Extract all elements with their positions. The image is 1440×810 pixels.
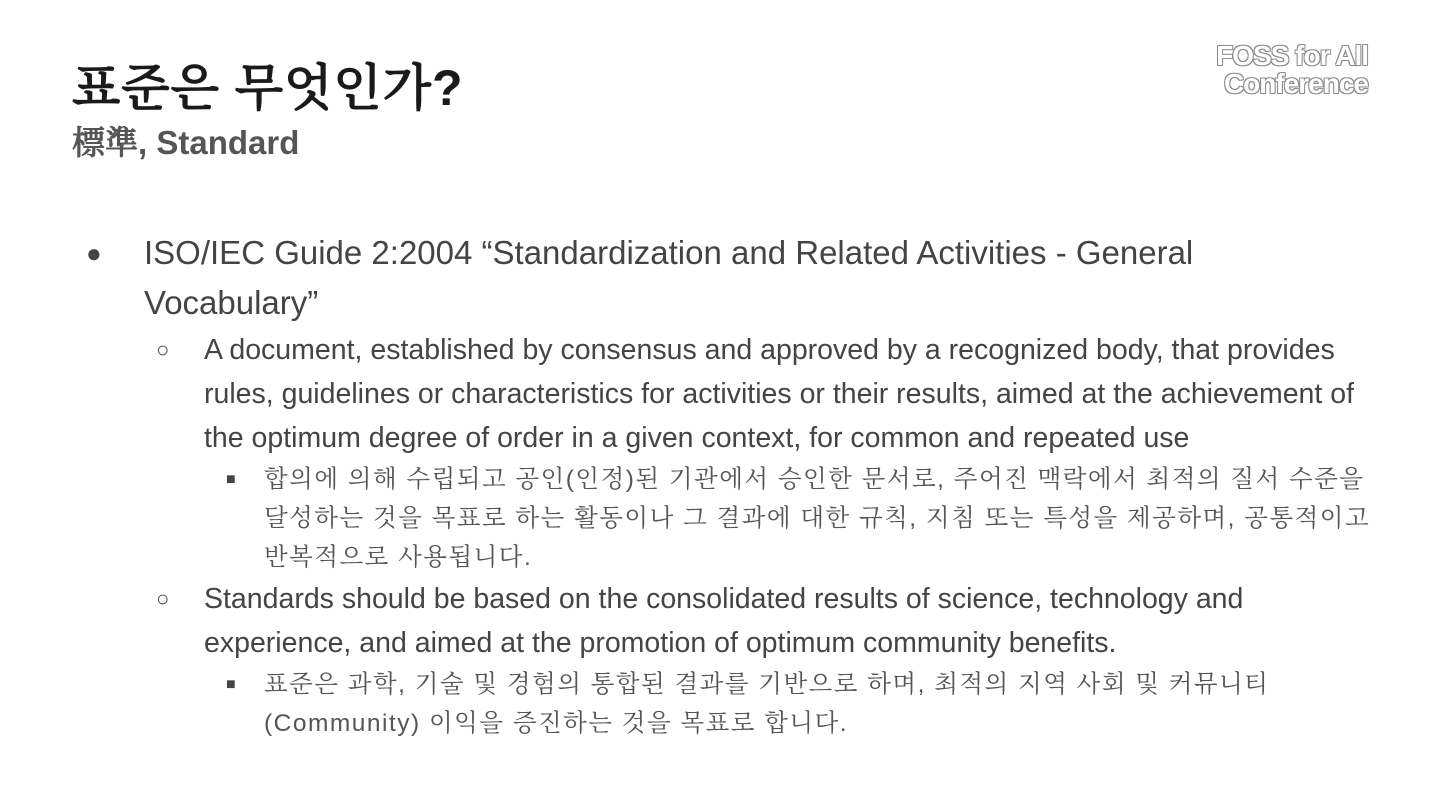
hollow-circle-bullet-icon: ○ — [156, 337, 170, 362]
sub-sub-list — [204, 665, 1376, 743]
list-item-level2 — [144, 577, 1376, 743]
list-item-level3 — [204, 665, 1376, 743]
list-item-text: 표준은 과학, 기술 및 경험의 통합된 결과를 기반으로 하며, 최적의 지역 사회 및 커뮤니티(Community) 이익을 증진하는 것을 목표로 합니다. — [264, 671, 1270, 737]
list-item-text: Standards should be based on the consolidated results of science, technology and experience, and aimed at the promotion of optimum community benefits. — [204, 583, 1244, 659]
sub-list — [144, 328, 1376, 743]
slide-title: 표준은 무엇인가? — [72, 60, 464, 116]
logo-line-2: Conference — [1223, 68, 1368, 99]
square-bullet-icon: ■ — [226, 676, 238, 693]
list-item-text: A document, established by consensus and approved by a recognized body, that provides rules, guidelines or characteristics for activities or their results, aimed at the achievement of the optimum degree of order in a given context, for common and repeated use — [204, 334, 1355, 454]
list-item-text: 합의에 의해 수립되고 공인(인정)된 기관에서 승인한 문서로, 주어진 맥락에서 최적의 질서 수준을 달성하는 것을 목표로 하는 활동이나 그 결과에 대한 규칙, 지침 또는 특성을 제공하며, 공통적이고 반복적으로 사용됩니다. — [264, 466, 1371, 571]
list-item-level3 — [204, 460, 1376, 577]
list-item-level2 — [144, 328, 1376, 577]
square-bullet-icon: ■ — [226, 471, 238, 488]
list-item-level1 — [86, 228, 1376, 743]
hollow-circle-bullet-icon: ○ — [156, 586, 170, 611]
logo-line-1: FOSS for All — [1216, 40, 1368, 71]
slide-subtitle: 標準, Standard — [72, 124, 300, 161]
filled-circle-bullet-icon: ● — [86, 238, 102, 268]
conference-logo — [1208, 42, 1368, 98]
list-item-text: ISO/IEC Guide 2:2004 “Standardization and Related Activities - General Vocabulary” — [144, 234, 1194, 321]
sub-sub-list — [204, 460, 1376, 577]
bullet-list — [86, 228, 1376, 743]
